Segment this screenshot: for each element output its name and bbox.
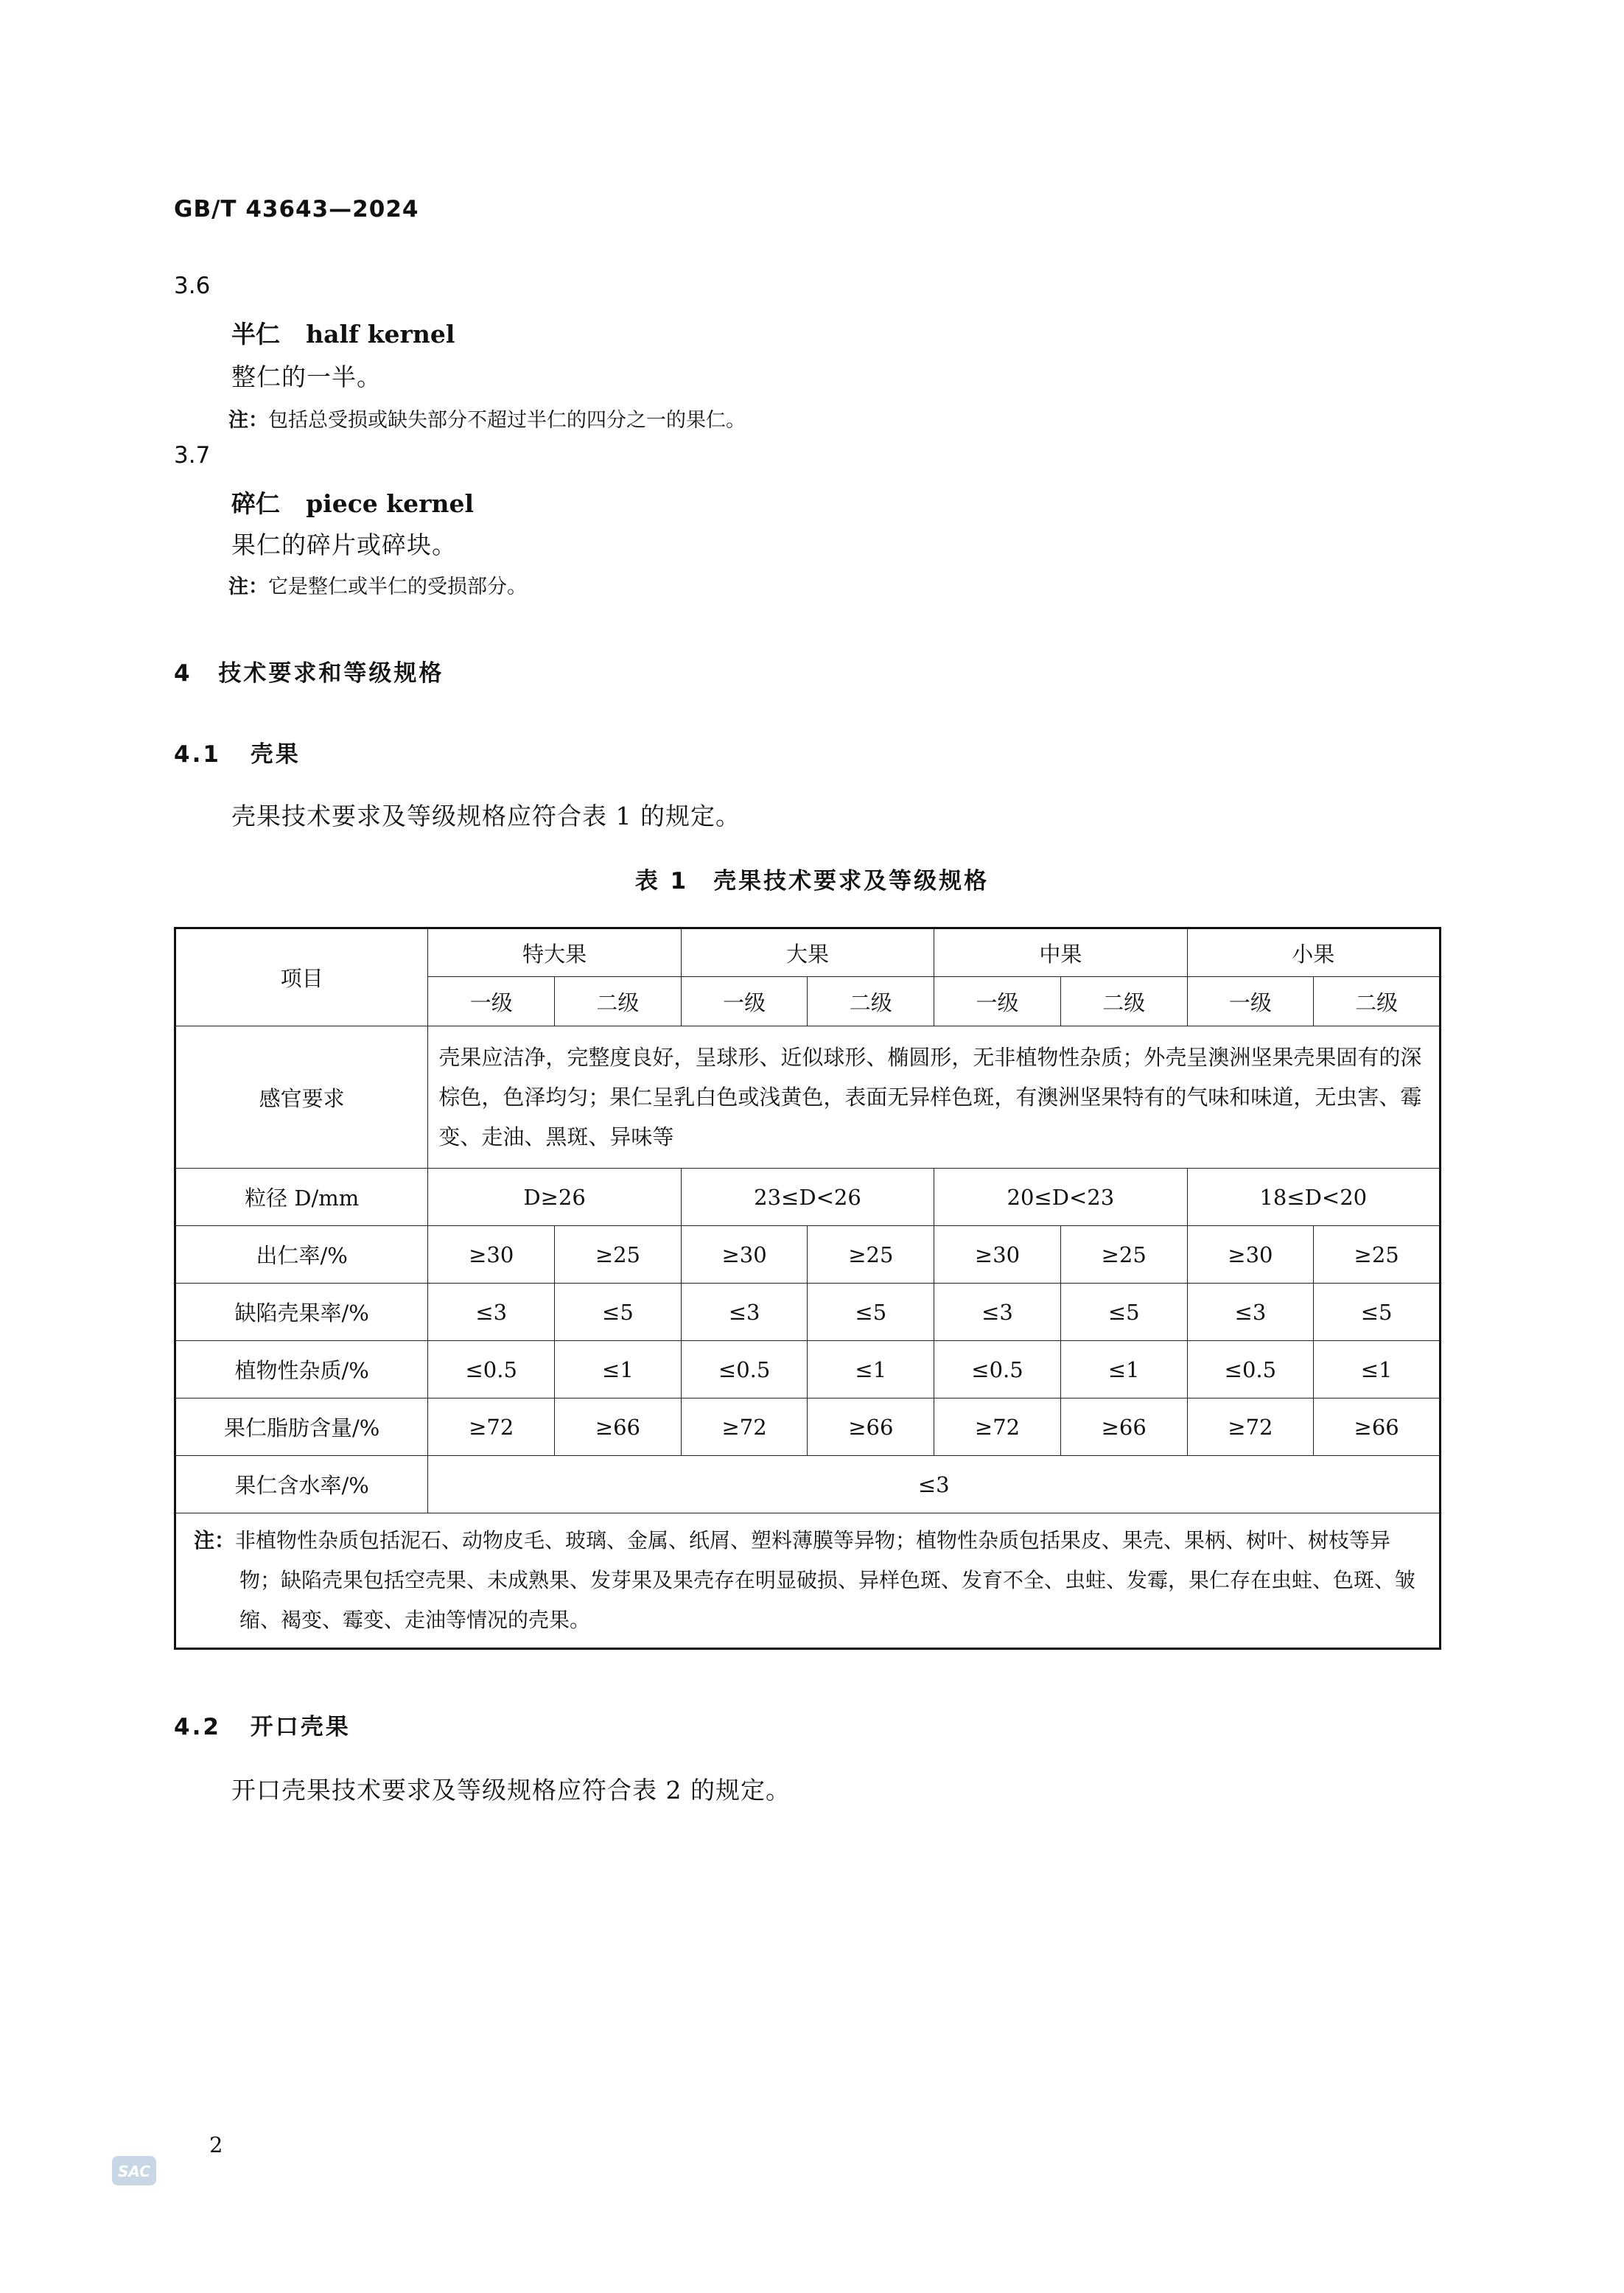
section-number: 4.2 (174, 1714, 221, 1740)
table-cell: ≥72 (1187, 1398, 1314, 1456)
table-row (175, 1341, 1441, 1398)
subsection-heading (174, 1708, 351, 1741)
section-number: 4 (174, 660, 192, 687)
grade-header: 一级 (1187, 977, 1314, 1026)
term-definition: 整仁的一半。 (231, 363, 382, 391)
note-text: 它是整仁或半仁的受损部分。 (268, 575, 527, 598)
table-cell: ≥25 (1314, 1226, 1441, 1284)
grade-header: 一级 (428, 977, 555, 1026)
term-cn: 碎仁 (231, 489, 280, 518)
table-cell: 23≤D<26 (681, 1169, 934, 1226)
table-cell: ≥66 (1314, 1398, 1441, 1456)
table-cell: ≤3 (681, 1284, 808, 1341)
table-cell: D≥26 (428, 1169, 681, 1226)
table-note-row (175, 1513, 1441, 1649)
table-cell: ≤3 (934, 1284, 1061, 1341)
subsection-heading (174, 735, 301, 769)
table-row (175, 1226, 1441, 1284)
term-note (228, 404, 746, 433)
table-cell: ≤0.5 (934, 1341, 1061, 1398)
size-group-header: 特大果 (428, 928, 681, 977)
section-heading (174, 654, 444, 687)
term-heading (231, 485, 474, 519)
row-label: 感官要求 (175, 1026, 428, 1169)
logo-text: SAC (118, 2163, 150, 2180)
term-en: half kernel (306, 320, 455, 349)
table-cell: ≥30 (428, 1226, 555, 1284)
row-label: 缺陷壳果率/% (175, 1284, 428, 1341)
term-note (228, 570, 527, 599)
note-text: 包括总受损或缺失部分不超过半仁的四分之一的果仁。 (268, 409, 746, 432)
table-row (175, 1456, 1441, 1513)
table-cell: ≥30 (1187, 1226, 1314, 1284)
table-row (175, 1284, 1441, 1341)
section-title: 壳果 (250, 741, 301, 768)
table-cell: ≥72 (428, 1398, 555, 1456)
note-text: 非植物性杂质包括泥石、动物皮毛、玻璃、金属、纸屑、塑料薄膜等异物；植物性杂质包括果皮、果壳、果柄、树叶、树枝等异物；缺陷壳果包括空壳果、未成熟果、发芽果及果壳存在明显破损、异样色斑、发育不全、虫蛀、发霉，果仁存在虫蛀、色斑、皱缩、褐变、霉变、走油等情况的壳果。 (235, 1528, 1416, 1632)
row-label: 出仁率/% (175, 1226, 428, 1284)
term-heading (231, 315, 455, 350)
table-cell: ≤1 (555, 1341, 682, 1398)
grade-header: 二级 (808, 977, 934, 1026)
table-row (175, 1169, 1441, 1226)
section-title: 技术要求和等级规格 (218, 660, 444, 687)
term-number: 3.7 (174, 442, 211, 469)
table-cell: ≥72 (681, 1398, 808, 1456)
size-group-header: 小果 (1187, 928, 1440, 977)
table-cell: ≤5 (555, 1284, 682, 1341)
table-cell: ≤1 (1060, 1341, 1187, 1398)
table-row (175, 1026, 1441, 1169)
section-number: 4.1 (174, 741, 221, 768)
grade-header: 二级 (1060, 977, 1187, 1026)
row-label: 粒径 D/mm (175, 1169, 428, 1226)
table-cell: ≥66 (555, 1398, 682, 1456)
page-number: 2 (209, 2132, 223, 2157)
table-row (175, 1398, 1441, 1456)
table-cell: 18≤D<20 (1187, 1169, 1440, 1226)
term-cn: 半仁 (231, 320, 280, 349)
table-cell: ≥66 (808, 1398, 934, 1456)
row-label: 植物性杂质/% (175, 1341, 428, 1398)
note-label: 注： (228, 409, 268, 432)
item-header: 项目 (175, 928, 428, 1026)
size-group-header: 中果 (934, 928, 1187, 977)
paragraph: 开口壳果技术要求及等级规格应符合表 2 的规定。 (231, 1776, 791, 1804)
table-cell: ≤0.5 (681, 1341, 808, 1398)
size-group-header: 大果 (681, 928, 934, 977)
table-cell: ≥25 (808, 1226, 934, 1284)
spec-table (174, 927, 1441, 1650)
table-caption: 表 1 壳果技术要求及等级规格 (634, 868, 990, 895)
sac-logo-icon (111, 2153, 158, 2188)
table-cell: ≤3 (1187, 1284, 1314, 1341)
standard-number: GB/T 43643—2024 (174, 196, 419, 223)
grade-header: 二级 (555, 977, 682, 1026)
table-note (175, 1513, 1441, 1649)
table-cell: ≤0.5 (428, 1341, 555, 1398)
note-label: 注： (228, 575, 268, 598)
table-cell: ≤5 (1060, 1284, 1187, 1341)
table-cell: ≥25 (555, 1226, 682, 1284)
table-cell: ≥72 (934, 1398, 1061, 1456)
table-cell: ≤5 (808, 1284, 934, 1341)
grade-header: 一级 (681, 977, 808, 1026)
table-cell: ≤3 (428, 1456, 1441, 1513)
table-cell: ≥66 (1060, 1398, 1187, 1456)
paragraph: 壳果技术要求及等级规格应符合表 1 的规定。 (231, 802, 741, 830)
sensory-text: 壳果应洁净，完整度良好，呈球形、近似球形、椭圆形，无非植物性杂质；外壳呈澳洲坚果壳果固有的深棕色，色泽均匀；果仁呈乳白色或浅黄色，表面无异样色斑，有澳洲坚果特有的气味和味道，无虫害、霉变、走油、黑斑、异味等 (428, 1026, 1441, 1169)
term-number: 3.6 (174, 273, 211, 299)
table-cell: ≥25 (1060, 1226, 1187, 1284)
table-cell: ≤0.5 (1187, 1341, 1314, 1398)
table-cell: ≤1 (808, 1341, 934, 1398)
term-definition: 果仁的碎片或碎块。 (231, 531, 457, 559)
table-cell: ≤5 (1314, 1284, 1441, 1341)
grade-header: 一级 (934, 977, 1061, 1026)
table-cell: 20≤D<23 (934, 1169, 1187, 1226)
row-label: 果仁脂肪含量/% (175, 1398, 428, 1456)
term-en: piece kernel (306, 489, 475, 518)
note-label: 注： (194, 1528, 236, 1552)
section-title: 开口壳果 (250, 1714, 351, 1740)
table-header-row (175, 928, 1441, 977)
table-cell: ≤1 (1314, 1341, 1441, 1398)
table-cell: ≤3 (428, 1284, 555, 1341)
grade-header: 二级 (1314, 977, 1441, 1026)
row-label: 果仁含水率/% (175, 1456, 428, 1513)
table-cell: ≥30 (681, 1226, 808, 1284)
table-cell: ≥30 (934, 1226, 1061, 1284)
